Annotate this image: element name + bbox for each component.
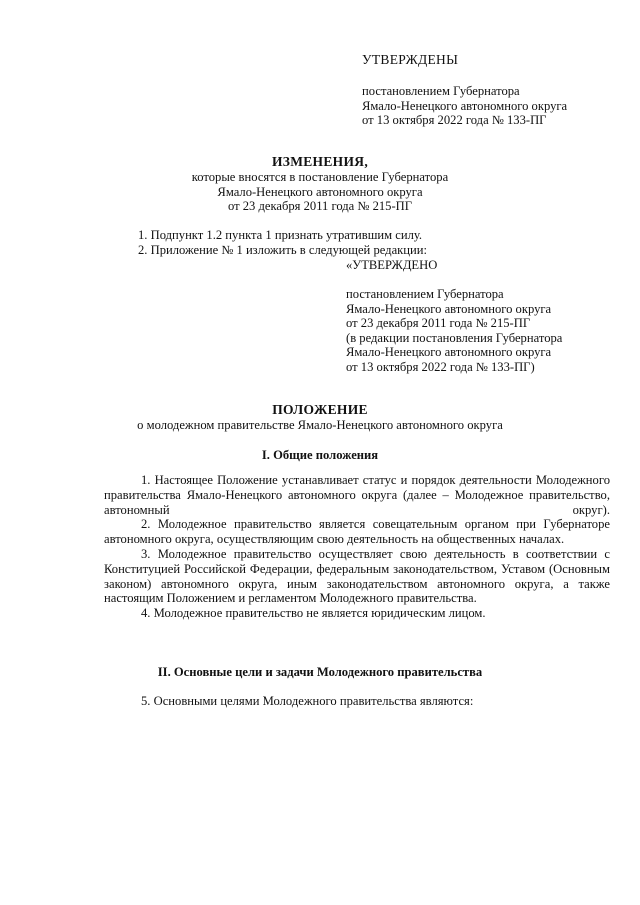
changes-subtitle-line: которые вносятся в постановление Губернатора bbox=[191, 170, 449, 184]
paragraph: 4. Молодежное правительство не является юридическим лицом. bbox=[141, 606, 486, 621]
regulation-subtitle: о молодежном правительстве Ямало-Ненецкого автономного округа bbox=[137, 418, 503, 432]
quote-line: Ямало-Ненецкого автономного округа bbox=[346, 345, 552, 359]
quote-line: от 13 октября 2022 года № 133-ПГ) bbox=[346, 359, 535, 374]
quote-line: (в редакции постановления Губернатора bbox=[346, 330, 563, 345]
quote-line: Ямало-Ненецкого автономного округа bbox=[346, 301, 552, 316]
quote-line: от 23 декабря 2011 года № 215-ПГ bbox=[346, 316, 531, 330]
paragraph: 3. Молодежное правительство осуществляет свою деятельность в соответствии с Конституцией Российской Федерации, федеральным законодательством, Уставом (Основным законом) автономного округа, иным законодательством автономного округа, а также настоящим Положением и регламентом Молодежного правительства. bbox=[104, 546, 610, 606]
section-heading: II. Основные цели и задачи Молодежного правительства bbox=[157, 665, 483, 679]
approval-line: Ямало-Ненецкого автономного округа bbox=[362, 98, 568, 113]
changes-subtitle-line: от 23 декабря 2011 года № 215-ПГ bbox=[227, 199, 413, 213]
changes-item: 1. Подпункт 1.2 пункта 1 признать утратившим силу. bbox=[138, 228, 423, 242]
approval-line: постановлением Губернатора bbox=[362, 84, 520, 98]
approval-block bbox=[362, 84, 567, 128]
changes-subtitle-line: Ямало-Ненецкого автономного округа bbox=[217, 184, 423, 199]
changes-list bbox=[138, 228, 427, 257]
section-heading: I. Общие положения bbox=[261, 448, 379, 462]
quote-line: постановлением Губернатора bbox=[346, 287, 504, 301]
regulation-body bbox=[104, 473, 610, 621]
regulation-title: ПОЛОЖЕНИЕ bbox=[272, 402, 368, 417]
changes-subtitle bbox=[0, 170, 640, 214]
approval-title: УТВЕРЖДЕНЫ bbox=[362, 52, 459, 67]
paragraph: 2. Молодежное правительство является совещательным органом при Губернаторе автономного округа, осуществляющим свою деятельность на общественных началах. bbox=[104, 517, 610, 547]
quote-approval-title: «УТВЕРЖДЕНО bbox=[346, 258, 438, 272]
approval-line: от 13 октября 2022 года № 133-ПГ bbox=[362, 113, 547, 127]
paragraph: 5. Основными целями Молодежного правительства являются: bbox=[141, 694, 474, 708]
quote-approval-block bbox=[346, 287, 562, 374]
changes-item: 2. Приложение № 1 изложить в следующей редакции: bbox=[138, 242, 427, 257]
paragraph: 1. Настоящее Положение устанавливает статус и порядок деятельности Молодежного правительства Ямало-Ненецкого автономного округа (далее – Молодежное правительство, автономный округ). bbox=[104, 473, 610, 517]
changes-title: ИЗМЕНЕНИЯ, bbox=[271, 154, 368, 169]
